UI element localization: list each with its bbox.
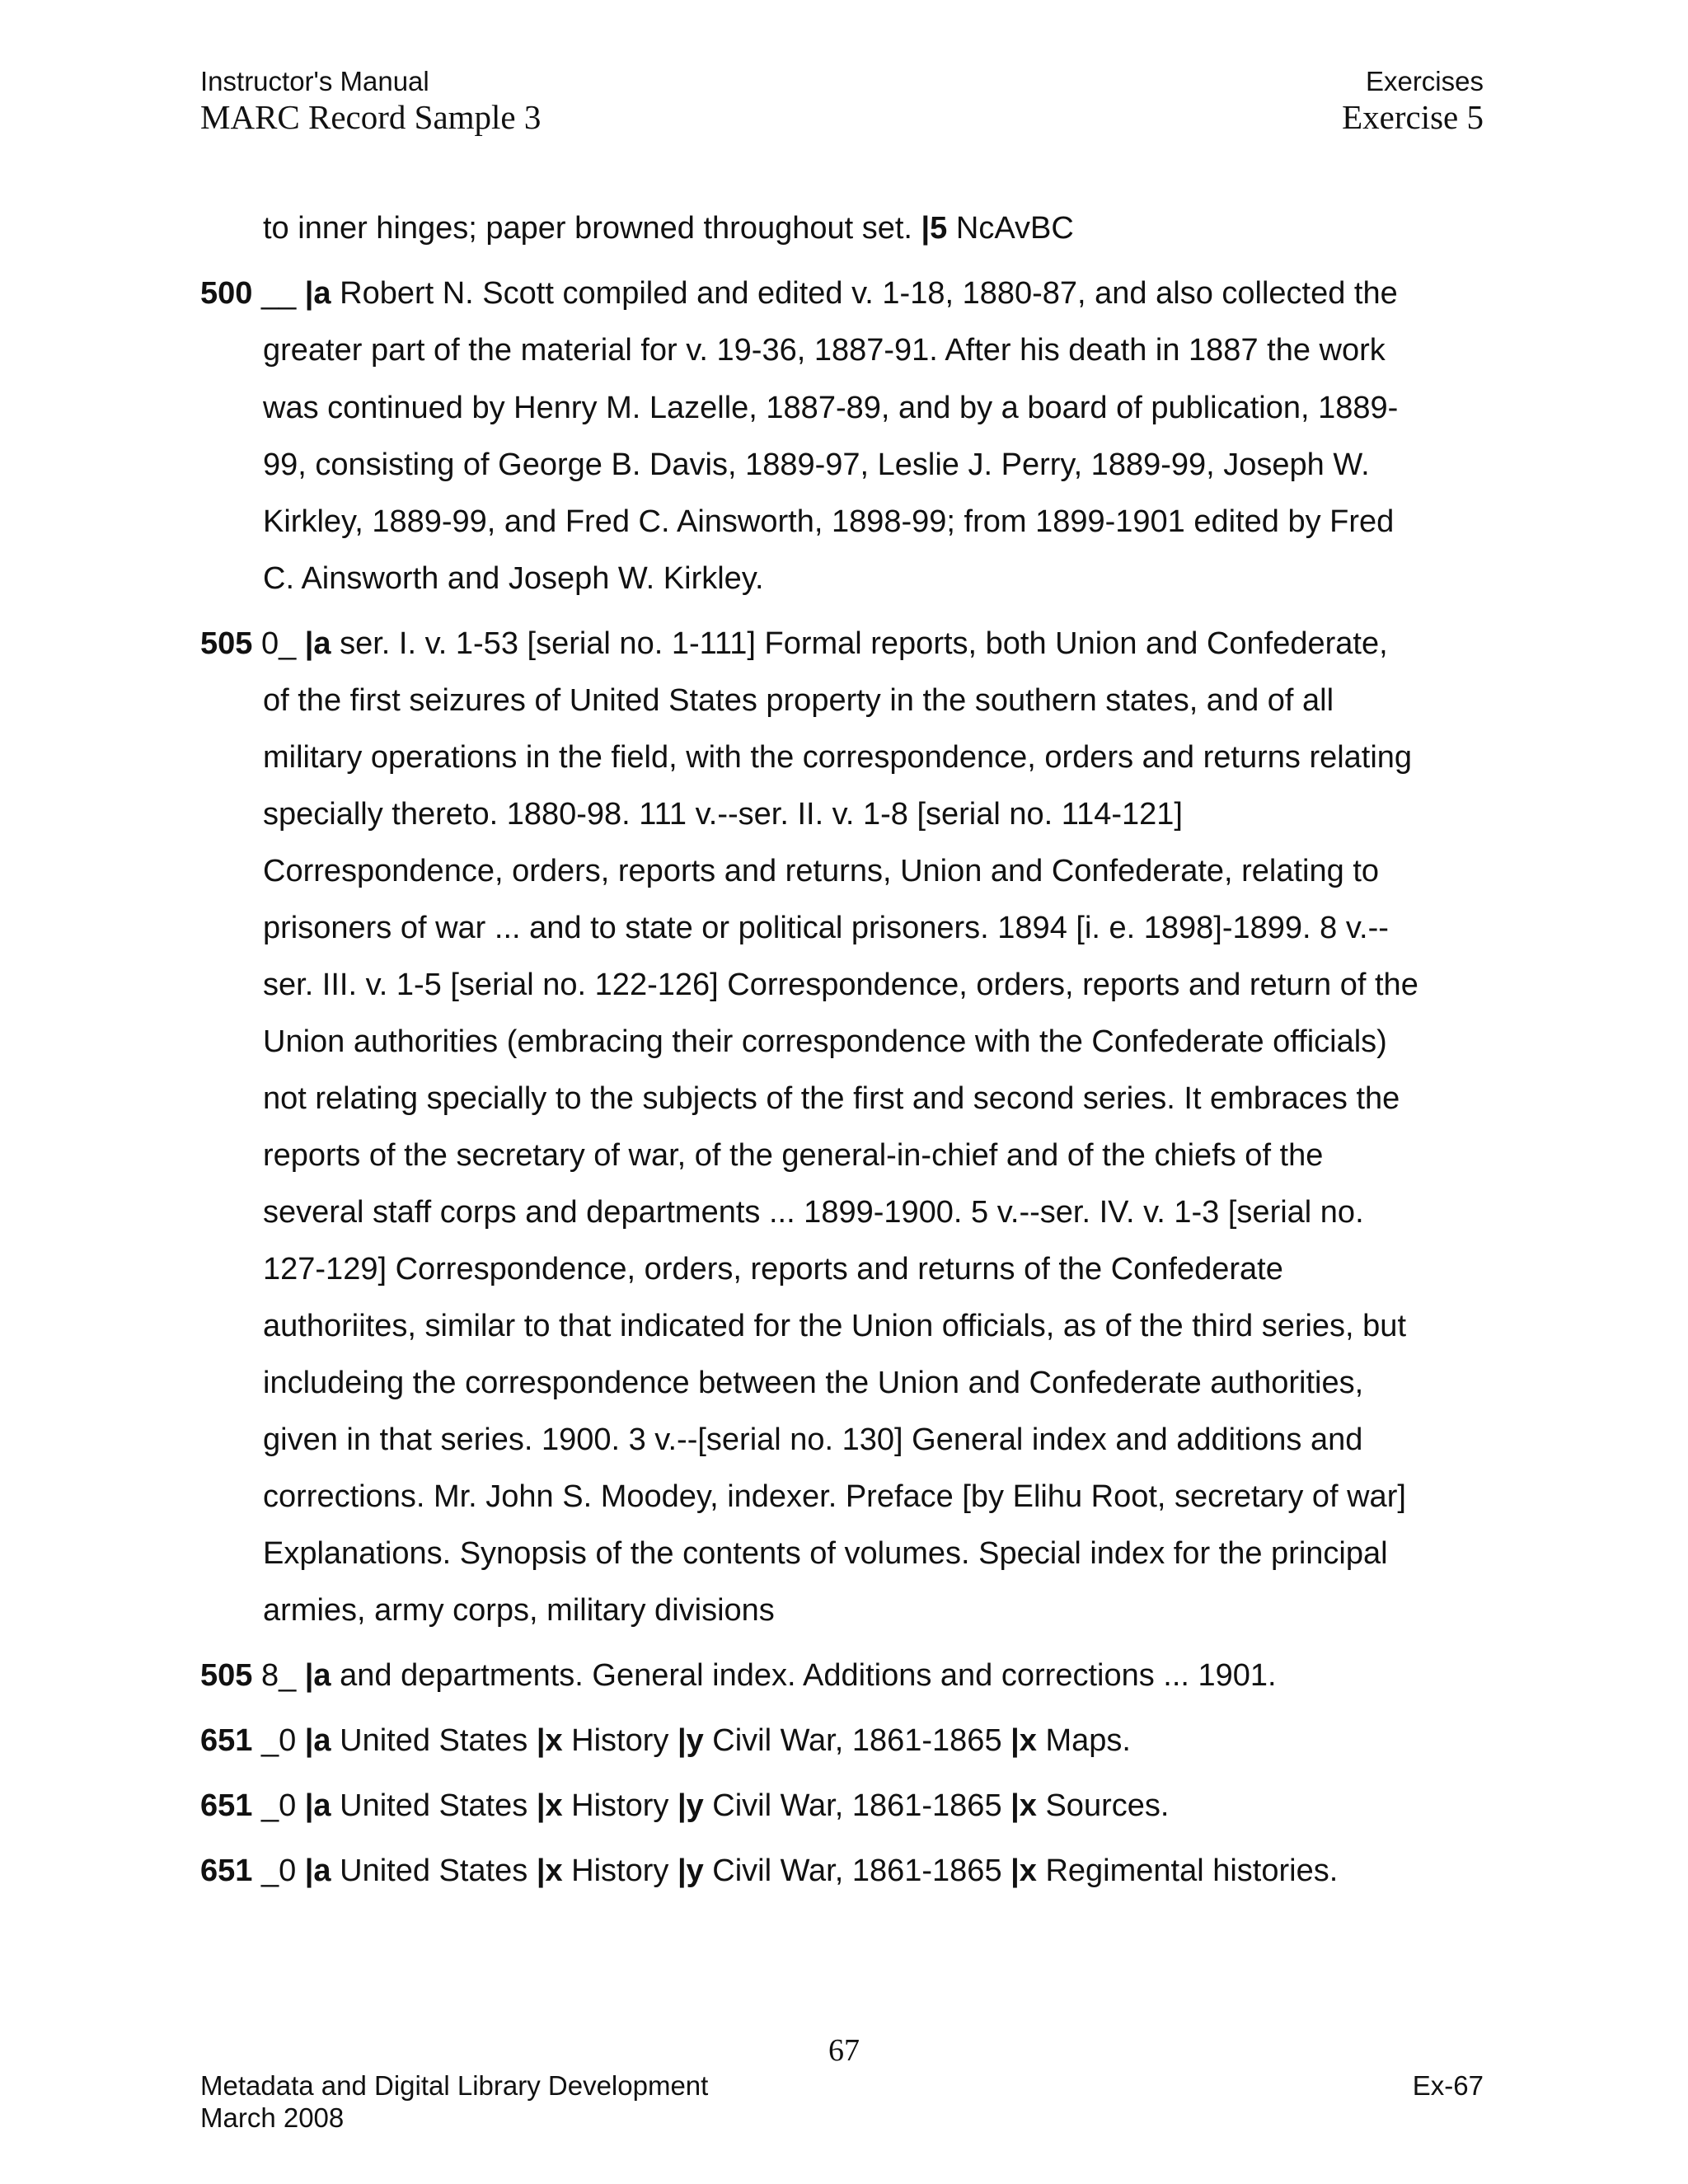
page-number: 67 [828,2033,860,2068]
running-footer [200,2070,1484,2102]
field-text-line: specially thereto. 1880-98. 111 v.--ser. II. v. 1-8 [serial no. 114-121] [263,797,1183,832]
field-text-line: prisoners of war ... and to state or political prisoners. 1894 [i. e. 1898]-1899. 8 v.-- [263,911,1389,945]
field-text-line: reports of the secretary of war, of the general-in-chief and of the chiefs of the [263,1138,1324,1173]
field-text-line: greater part of the material for v. 19-36, 1887-91. After his death in 1887 the work [263,333,1386,368]
course-title: Metadata and Digital Library Development [200,2070,709,2101]
field-tag: 505 [200,626,253,661]
field-text: ser. I. v. 1-53 [serial no. 1-111] Formal reports, both Union and Confederate, [331,626,1388,661]
exercise-page-id: Ex-67 [1412,2070,1484,2101]
subfield-code: |a [304,276,331,311]
subfield-code: |5 [921,211,948,246]
field-tag: 505 [200,1658,253,1693]
subfield-code: |a [304,1658,331,1693]
manual-title: Instructor's Manual [200,66,429,96]
field-text: and departments. General index. Additions and corrections ... 1901. [331,1658,1277,1693]
field-text-line: ser. III. v. 1-5 [serial no. 122-126] Correspondence, orders, reports and return of the [263,968,1418,1002]
field-text: Robert N. Scott compiled and edited v. 1-18, 1880-87, and also collected the [331,276,1398,311]
indicators: 0_ [252,626,305,661]
sample-title: MARC Record Sample 3 [200,98,542,136]
field-text-line: 99, consisting of George B. Davis, 1889-97, Leslie J. Perry, 1889-99, Joseph W. [263,448,1370,482]
indicators: __ [252,276,305,311]
field-text-line: 127-129] Correspondence, orders, reports and returns of the Confederate [263,1252,1283,1286]
field-651-sources: 651 _0 |a United States |x History |y Civil War, 1861-1865 |x Sources. [200,1788,1170,1823]
field-text-line: given in that series. 1900. 3 v.--[serial no. 130] General index and additions and [263,1422,1363,1457]
field-text-line: includeing the correspondence between the Union and Confederate authorities, [263,1366,1364,1400]
field-text-line: several staff corps and departments ... 1899-1900. 5 v.--ser. IV. v. 1-3 [serial no. [263,1195,1364,1230]
field-text-line: Union authorities (embracing their correspondence with the Confederate officials) [263,1024,1387,1059]
field-text-line: was continued by Henry M. Lazelle, 1887-89, and by a board of publication, 1889- [263,391,1399,425]
field-text-line: C. Ainsworth and Joseph W. Kirkley. [263,561,764,596]
field-text-line: military operations in the field, with the correspondence, orders and returns relating [263,740,1413,775]
field-text-line: of the first seizures of United States property in the southern states, and of all [263,683,1334,718]
field-tag: 500 [200,276,253,311]
running-subheader [200,97,1484,137]
field-text-line: Explanations. Synopsis of the contents of volumes. Special index for the principal [263,1536,1388,1571]
field-continuation: to inner hinges; paper browned throughout set. |5 NcAvBC [263,211,1074,246]
indicators: 8_ [252,1658,305,1693]
field-text-line: armies, army corps, military divisions [263,1593,775,1628]
field-text-line: Correspondence, orders, reports and returns, Union and Confederate, relating to [263,854,1380,888]
field-text-line: authoriites, similar to that indicated for the Union officials, as of the third series, but [263,1309,1406,1343]
footer-date: March 2008 [200,2102,345,2133]
exercise-title: Exercise 5 [1342,98,1484,136]
field-505-continued [200,1658,1277,1694]
field-651-regimental: 651 _0 |a United States |x History |y Civil War, 1861-1865 |x Regimental histories. [200,1854,1339,1888]
running-header [200,66,1484,97]
subfield-code: |a [304,626,331,661]
field-651-maps: 651 _0 |a United States |x History |y Civil War, 1861-1865 |x Maps. [200,1723,1131,1758]
field-text-line: corrections. Mr. John S. Moodey, indexer. Preface [by Elihu Root, secretary of war] [263,1479,1406,1514]
section-title: Exercises [1365,66,1484,96]
field-text-line: Kirkley, 1889-99, and Fred C. Ainsworth, 1898-99; from 1899-1901 edited by Fred [263,504,1395,539]
field-text-line: not relating specially to the subjects of the first and second series. It embraces the [263,1081,1400,1116]
